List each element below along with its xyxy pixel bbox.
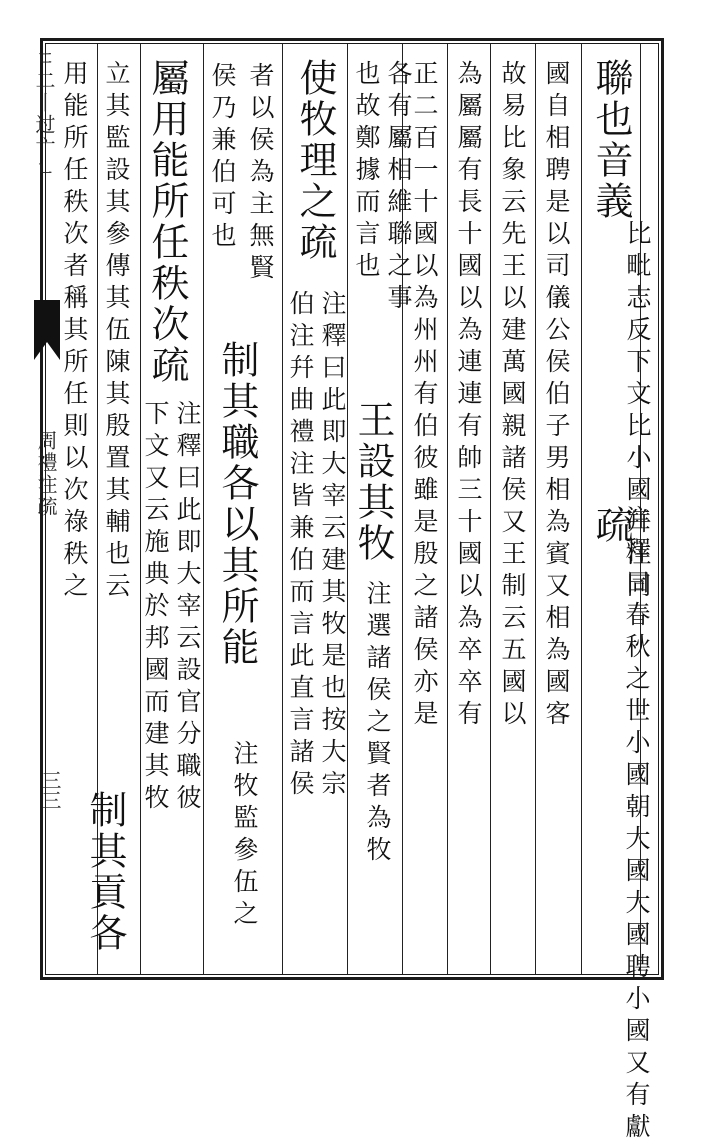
text-column-small: 正二百一十國以為州州有伯彼雖是殷之諸侯亦是	[410, 60, 439, 732]
text-column-small: 國自相聘是以司儀公侯伯子男相為賓又相為國客	[542, 60, 571, 732]
margin-top-label: ㄷ二丨过亠ㄴ	[32, 48, 56, 180]
text-column-large: 王設其牧	[351, 400, 395, 564]
text-column-small: 注釋曰春秋之世小國朝大國大國聘小國又有獻	[622, 505, 651, 1145]
column-rule	[490, 44, 491, 974]
column-rule	[581, 44, 582, 974]
text-column-small: 注牧監參伍之	[230, 740, 259, 932]
column-rule	[347, 44, 348, 974]
text-column-small: 下文又云施典於邦國而建其牧	[141, 400, 170, 816]
column-rule	[140, 44, 141, 974]
text-column-small: 比毗志反下文比小國幷注同	[623, 220, 652, 604]
text-column-large: 制其職各以其所能	[215, 340, 259, 668]
column-rule	[447, 44, 448, 974]
text-column-small: 侯乃兼伯可也	[208, 62, 237, 254]
column-rule	[535, 44, 536, 974]
text-column-small: 注選諸侯之賢者為牧	[363, 580, 392, 868]
text-column-small: 也故鄭據而言也	[352, 60, 381, 284]
text-column-large: 制其貢各	[83, 790, 127, 954]
text-column-large: 疏	[589, 505, 633, 546]
text-column-small: 注釋曰此即大宰云建其牧是也按大宗	[318, 290, 347, 802]
text-column-small: 用能所任秩次者稱其所任則以次祿秩之	[60, 60, 89, 604]
text-column-large: 使牧理之疏	[293, 58, 337, 263]
text-column-small: 故易比象云先王以建萬國親諸侯又王制云五國以	[498, 60, 527, 732]
column-rule	[203, 44, 204, 974]
column-rule	[282, 44, 283, 974]
page-number: 三三	[38, 770, 62, 810]
text-column-small: 伯注幷曲禮注皆兼伯而言此直言諸侯	[286, 290, 315, 802]
text-column-small: 立其監設其參傳其伍陳其殷置其輔也云	[102, 60, 131, 604]
text-column-large: 屬用能所任秩次疏	[145, 58, 189, 386]
text-column-small: 者以侯為主無賢	[246, 62, 275, 286]
text-column-small: 為屬屬有長十國以為連連有帥三十國以為卒卒有	[454, 60, 483, 732]
text-column-large: 聯也音義	[589, 58, 633, 222]
book-title: 周禮注疏	[34, 430, 58, 518]
text-column-small: 注釋曰此即大宰云設官分職彼	[173, 400, 202, 816]
text-column-small: 各有屬相維聯之事	[384, 60, 413, 316]
